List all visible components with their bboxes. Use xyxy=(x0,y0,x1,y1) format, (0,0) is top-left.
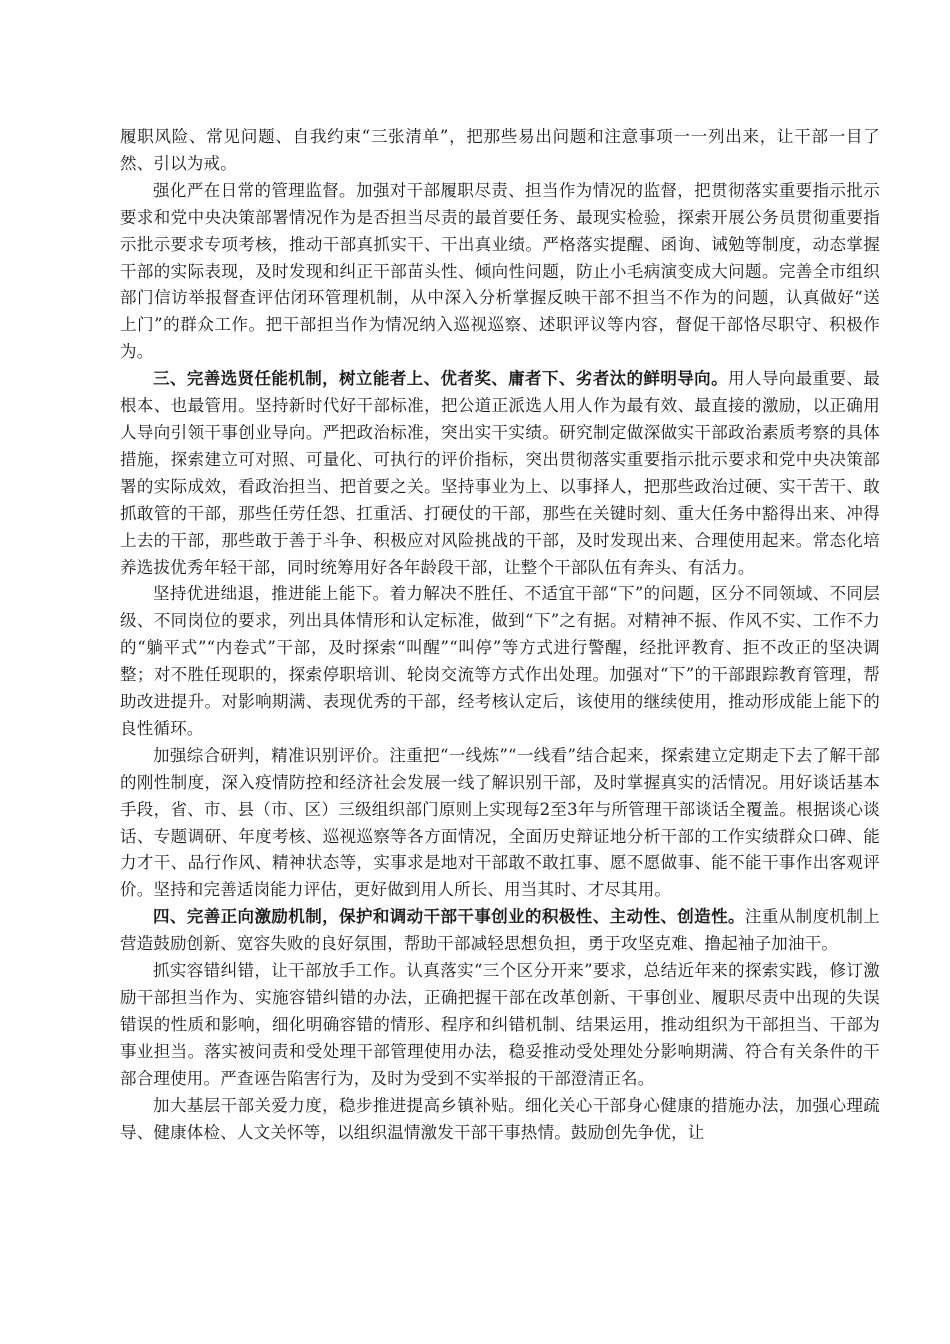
paragraph-body: 加大基层干部关爱力度，稳步推进提高乡镇补贴。细化关心干部身心健康的措施办法，加强心理疏导、健康体检、人文关怀等，以组织温情激发干部干事热情。鼓励创先争优，让 xyxy=(120,1095,880,1142)
paragraph-1 xyxy=(120,124,880,178)
paragraph-body: 加强综合研判，精准识别评价。注重把“一线炼”“一线看”结合起来，探索建立定期走下去了解干部的刚性制度，深入疫情防控和经济社会发展一线了解识别干部，及时掌握真实的活情况。用好谈话基本手段，省、市、县（市、区）三级组织部门原则上实现每2至3年与所管理干部谈话全覆盖。根据谈心谈话、专题调研、年度考核、巡视巡察等各方面情况，全面历史辩证地分析干部的工作实绩群众口碑、能力才干、品行作风、精神状态等，实事求是地对干部敢不敢扛事、愿不愿做事、能不能干事作出客观评价。坚持和完善适岗能力评估，更好做到用人所长、用当其时、才尽其用。 xyxy=(120,745,880,900)
paragraph-body: 用人导向最重要、最根本、也最管用。坚持新时代好干部标准，把公道正派选人用人作为最有效、最直接的激励，以正确用人导向引领干事创业导向。严把政治标准，突出实干实绩。研究制定做深做实干部政治素质考察的具体措施，探索建立可对照、可量化、可执行的评价指标，突出贯彻落实重要指示批示要求和党中央决策部署的实际成效，看政治担当、把首要之关。坚持事业为上、以事择人，把那些政治过硬、实干苦干、敢抓敢管的干部，那些任劳任怨、扛重活、打硬仗的干部，那些在关键时刻、重大任务中豁得出来、冲得上去的干部，那些敢于善于斗争、积极应对风险挑战的干部，及时发现出来、合理使用起来。常态化培养选拔优秀年轻干部，同时统筹用好各年龄段干部，让整个干部队伍有奔头、有活力。 xyxy=(120,369,880,577)
paragraph-6 xyxy=(120,904,880,958)
paragraph-body: 强化严在日常的管理监督。加强对干部履职尽责、担当作为情况的监督，把贯彻落实重要指示批示要求和党中央决策部署情况作为是否担当尽责的最首要任务、最现实检验，探索开展公务员贯彻重要指示批示要求专项考核，推动干部真抓实干、干出真业绩。严格落实提醒、函询、诫勉等制度，动态掌握干部的实际表现，及时发现和纠正干部苗头性、倾向性问题，防止小毛病演变成大问题。完善全市组织部门信访举报督查评估闭环管理机制，从中深入分析掌握反映干部不担当不作为的问题，认真做好“送上门”的群众工作。把干部担当作为情况纳入巡视巡察、述职评议等内容，督促干部恪尽职守、积极作为。 xyxy=(120,180,880,362)
paragraph-7 xyxy=(120,958,880,1093)
paragraph-8 xyxy=(120,1093,880,1147)
document-page xyxy=(120,124,880,1146)
paragraph-body: 履职风险、常见问题、自我约束“三张清单”，把那些易出问题和注意事项一一列出来，让干部一目了然、引以为戒。 xyxy=(120,127,880,173)
section-heading-4: 四、完善正向激励机制，保护和调动干部干事创业的积极性、主动性、创造性。 xyxy=(153,907,745,927)
paragraph-body: 坚持优进绌退，推进能上能下。着力解决不胜任、不适宜干部“下”的问题，区分不同领域、不同层级、不同岗位的要求，列出具体情形和认定标准，做到“下”之有据。对精神不振、作风不实、工作不力的“躺平式”“内卷式”干部，及时探索“叫醒”“叫停”等方式进行警醒，经批评教育、拒不改正的坚决调整；对不胜任现职的，探索停职培训、轮岗交流等方式作出处理。加强对“下”的干部跟踪教育管理，帮助改进提升。对影响期满、表现优秀的干部，经考核认定后，该使用的继续使用，推动形成能上能下的良性循环。 xyxy=(120,584,880,738)
paragraph-body: 抓实容错纠错，让干部放手工作。认真落实“三个区分开来”要求，总结近年来的探索实践，修订激励干部担当作为、实施容错纠错的办法，正确把握干部在改革创新、干事创业、履职尽责中出现的失误错误的性质和影响，细化明确容错的情形、程序和纠错机制、结果运用，推动组织为干部担当、干部为事业担当。落实被问责和受处理干部管理使用办法，稳妥推动受处理处分影响期满、符合有关条件的干部合理使用。严查诬告陷害行为，及时为受到不实举报的干部澄清正名。 xyxy=(120,961,880,1088)
paragraph-5 xyxy=(120,743,880,904)
paragraph-3 xyxy=(120,366,880,581)
section-heading-3: 三、完善选贤任能机制，树立能者上、优者奖、庸者下、劣者汰的鲜明导向。 xyxy=(153,369,728,389)
paragraph-body: 注重从制度机制上营造鼓励创新、宽容失败的良好氛围，帮助干部减轻思想负担，勇于攻坚克难、撸起袖子加油干。 xyxy=(120,907,881,954)
paragraph-2 xyxy=(120,178,880,366)
paragraph-4 xyxy=(120,581,880,742)
